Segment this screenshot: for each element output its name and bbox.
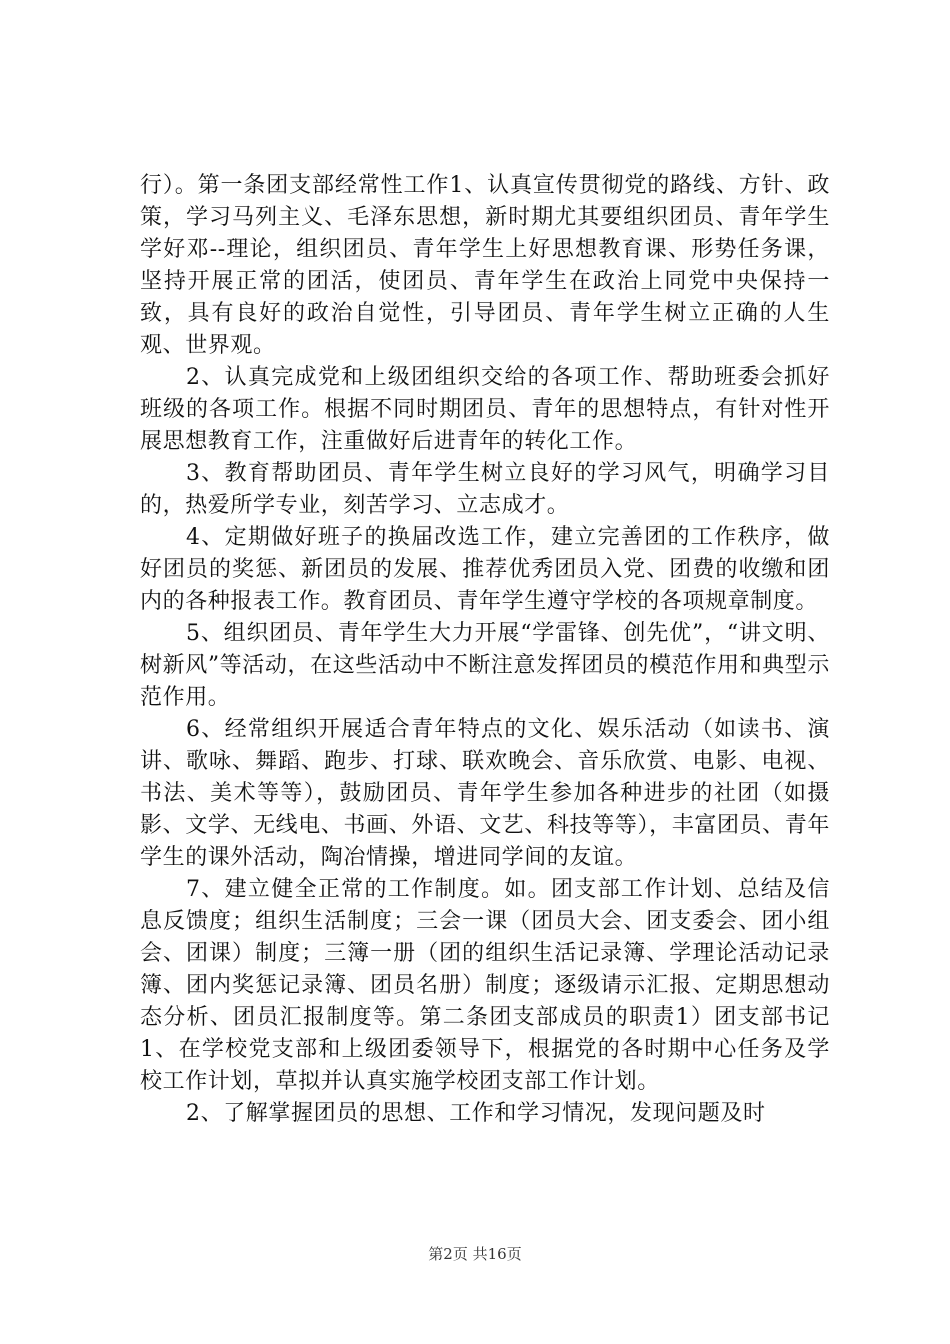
paragraph-8: 2、了解掌握团员的思想、工作和学习情况，发现问题及时: [186, 1101, 766, 1126]
paragraph-1: 行）。第一条团支部经常性工作1、认真宣传贯彻党的路线、方针、政策，学习马列主义、毛泽东思想，新时期尤其要组织团员、青年学生学好邓--理论，组织团员、青年学生上好思想教育课、形势任务课，坚持开展正常的团活，使团员、青年学生在政治上同党中央保持一致，具有良好的政治自觉性，引导团员、青年学生树立正确的人生观、世界观。: [140, 173, 830, 358]
paragraph-5: 5、组织团员、青年学生大力开展“学雷锋、创先优”，“讲文明、树新风”等活动，在这些活动中不断注意发挥团员的模范作用和典型示范作用。: [140, 621, 830, 710]
page-footer: 第2页 共16页: [428, 1245, 522, 1263]
paragraph-4: 4、定期做好班子的换届改选工作，建立完善团的工作秩序，做好团员的奖惩、新团员的发展、推荐优秀团员入党、团费的收缴和团内的各种报表工作。教育团员、青年学生遵守学校的各项规章制度。: [140, 525, 830, 614]
paragraph-3: 3、教育帮助团员、青年学生树立良好的学习风气，明确学习目的，热爱所学专业，刻苦学习、立志成才。: [140, 461, 830, 518]
document-body: [140, 170, 830, 1130]
paragraph-6: 6、经常组织开展适合青年特点的文化、娱乐活动（如读书、演讲、歌咏、舞蹈、跑步、打球、联欢晚会、音乐欣赏、电影、电视、书法、美术等等），鼓励团员、青年学生参加各种进步的社团（如摄影、文学、无线电、书画、外语、文艺、科技等等），丰富团员、青年学生的课外活动，陶冶情操，增进同学间的友谊。: [140, 717, 830, 870]
paragraph-7: 7、建立健全正常的工作制度。如。团支部工作计划、总结及信息反馈度；组织生活制度；三会一课（团员大会、团支委会、团小组会、团课）制度；三簿一册（团的组织生活记录簿、学理论活动记录簿、团内奖惩记录簿、团员名册）制度；逐级请示汇报、定期思想动态分析、团员汇报制度等。第二条团支部成员的职责1）团支部书记1、在学校党支部和上级团委领导下，根据党的各时期中心任务及学校工作计划，草拟并认真实施学校团支部工作计划。: [140, 877, 830, 1094]
paragraph-2: 2、认真完成党和上级团组织交给的各项工作、帮助班委会抓好班级的各项工作。根据不同时期团员、青年的思想特点，有针对性开展思想教育工作，注重做好后进青年的转化工作。: [140, 365, 830, 454]
